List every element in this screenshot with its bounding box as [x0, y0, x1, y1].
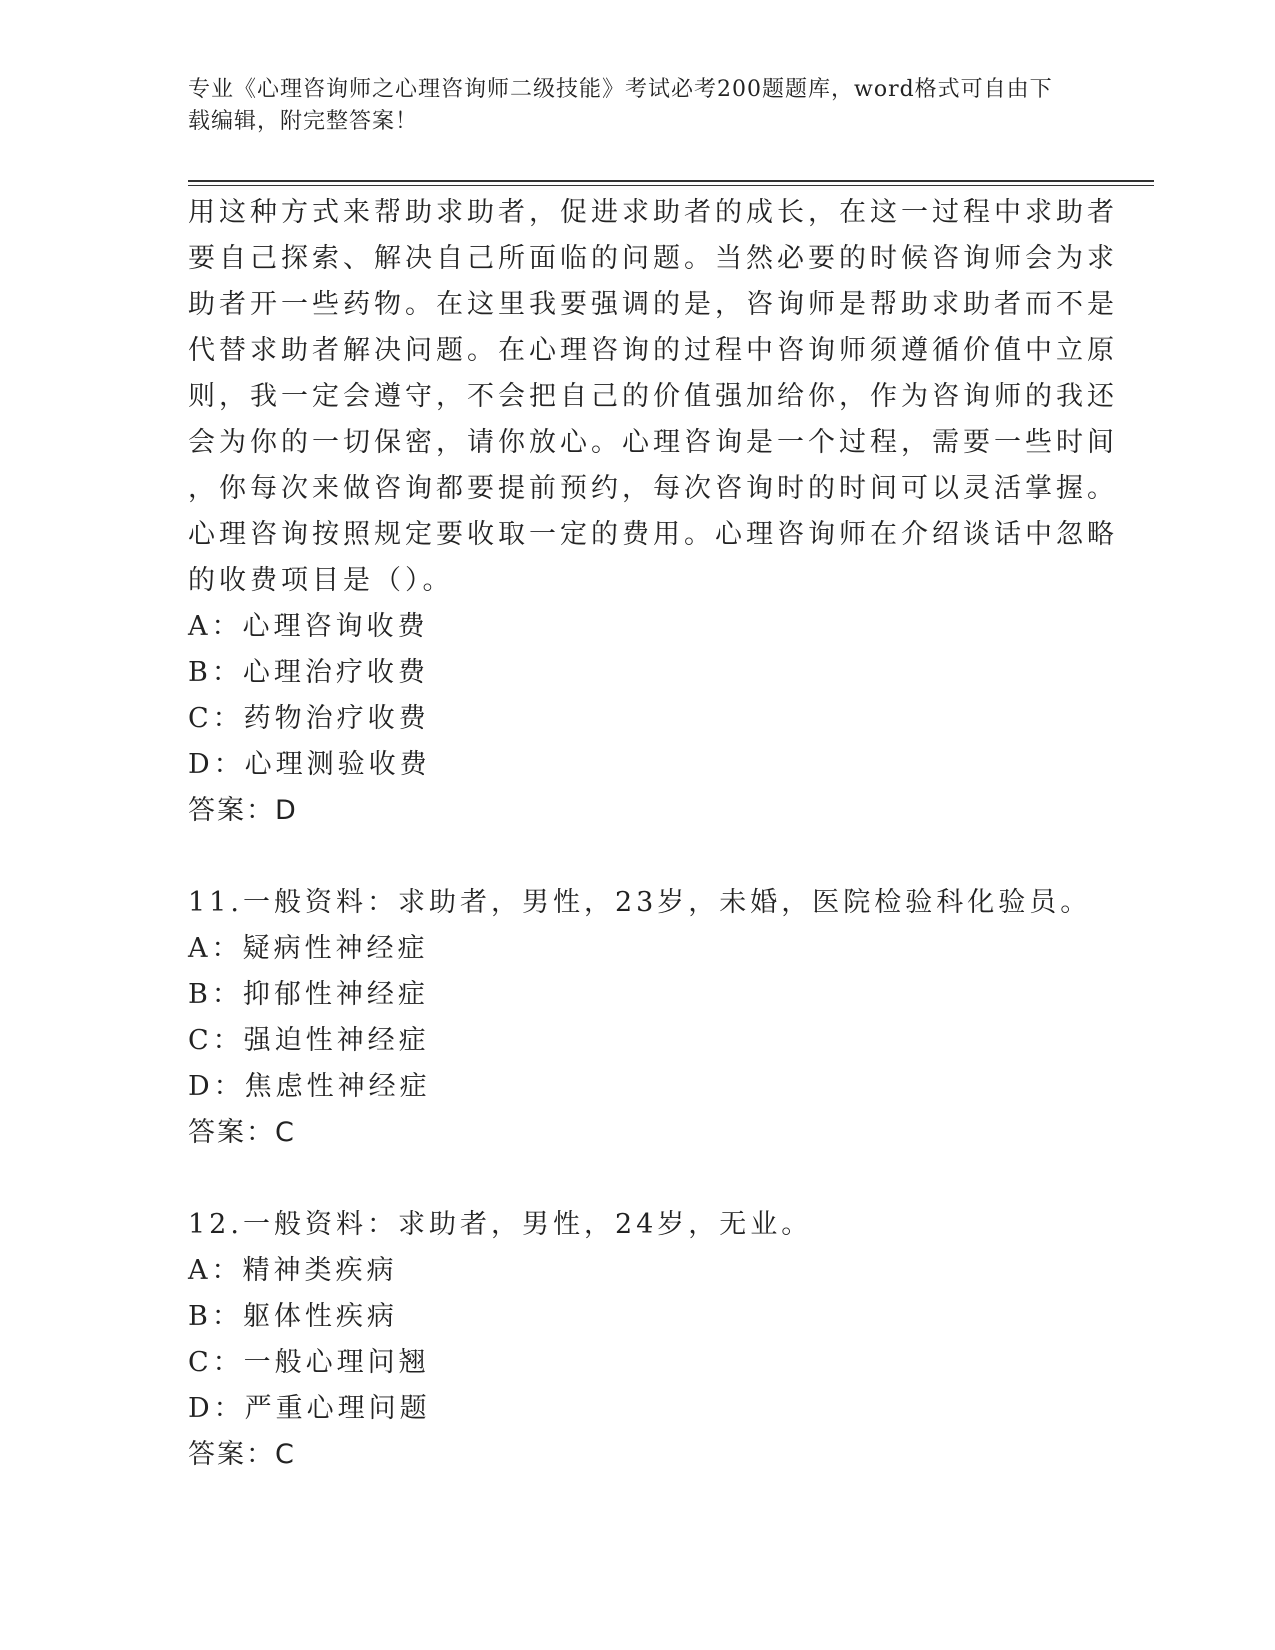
q10-line: 会为你的一切保密，请你放心。心理咨询是一个过程，需要一些时间 [188, 427, 1118, 458]
question-10 [188, 190, 1118, 834]
q10-line: 则，我一定会遵守，不会把自己的价值强加给你，作为咨询师的我还 [188, 381, 1118, 412]
question-11 [188, 880, 1092, 1156]
header-divider-thick [188, 180, 1154, 182]
q10-option-c: C：药物治疗收费 [188, 703, 430, 734]
q10-line: 要自己探索、解决自己所面临的问题。当然必要的时候咨询师会为求 [188, 243, 1118, 274]
q11-answer: 答案：C [188, 1117, 296, 1148]
q10-answer: 答案：D [188, 795, 298, 826]
q12-answer: 答案：C [188, 1439, 296, 1470]
q12-option-b: B：躯体性疾病 [188, 1301, 398, 1332]
q10-option-d: D：心理测验收费 [188, 749, 431, 780]
q12-option-d: D：严重心理问题 [188, 1393, 431, 1424]
q10-line: ，你每次来做咨询都要提前预约，每次咨询时的时间可以灵活掌握。 [188, 473, 1118, 504]
q11-stem: 11.一般资料：求助者，男性，23岁，未婚，医院检验科化验员。 [188, 887, 1092, 918]
q11-option-c: C：强迫性神经症 [188, 1025, 430, 1056]
question-12 [188, 1202, 1068, 1478]
q11-option-b: B：抑郁性神经症 [188, 979, 429, 1010]
document-body [188, 190, 1118, 1478]
page-header: 专业《心理咨询师之心理咨询师二级技能》考试必考200题题库，word格式可自由下载编辑，附完整答案！ [188, 77, 1053, 134]
q10-option-a: A：心理咨询收费 [188, 611, 429, 642]
q10-line: 心理咨询按照规定要收取一定的费用。心理咨询师在介绍谈话中忽略 [188, 519, 1118, 550]
q11-option-d: D：焦虑性神经症 [188, 1071, 431, 1102]
header-divider-thin [188, 185, 1154, 186]
q12-option-c: C：一般心理问翘 [188, 1347, 430, 1378]
q10-line: 的收费项目是（）。 [188, 565, 454, 596]
q12-stem: 12.一般资料：求助者，男性，24岁，无业。 [188, 1209, 813, 1240]
q10-line: 用这种方式来帮助求助者，促进求助者的成长，在这一过程中求助者 [188, 197, 1118, 228]
q12-option-a: A：精神类疾病 [188, 1255, 398, 1286]
q10-line: 助者开一些药物。在这里我要强调的是，咨询师是帮助求助者而不是 [188, 289, 1118, 320]
q11-option-a: A：疑病性神经症 [188, 933, 429, 964]
q10-line: 代替求助者解决问题。在心理咨询的过程中咨询师须遵循价值中立原 [188, 335, 1118, 366]
q10-option-b: B：心理治疗收费 [188, 657, 429, 688]
